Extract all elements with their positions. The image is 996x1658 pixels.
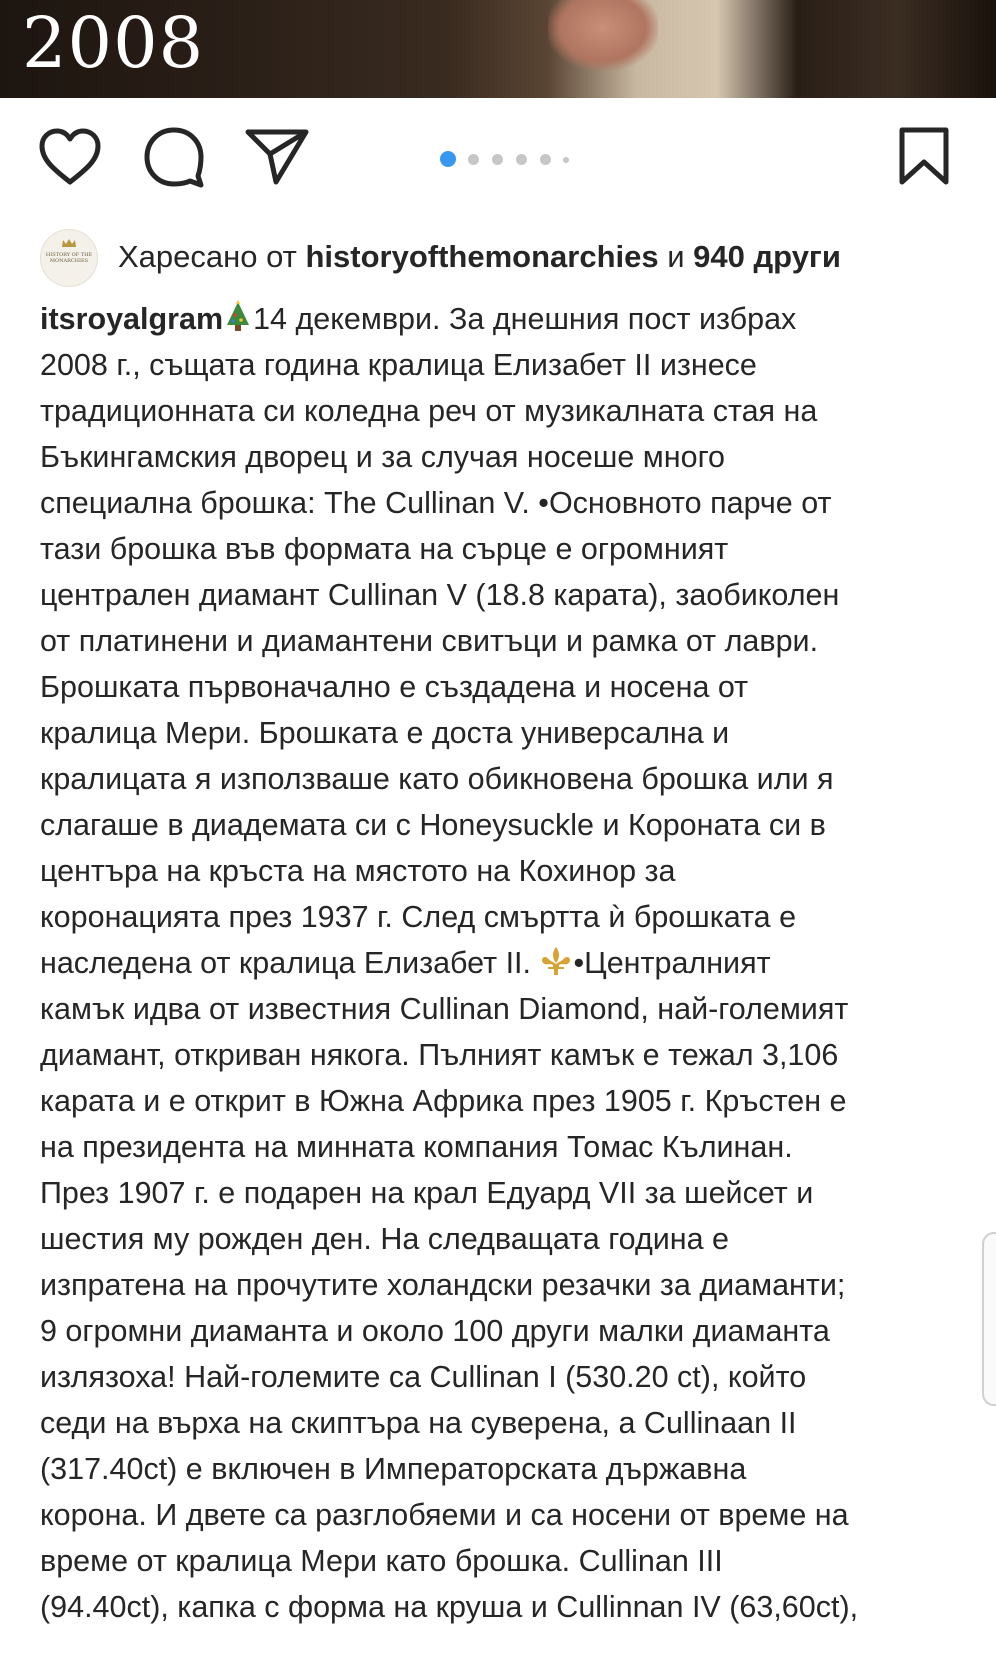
caption-line: кралица Мери. Брошката е доста универсална и: [40, 716, 730, 750]
caption-line: време от кралица Мери като брошка. Cullinan III: [40, 1544, 723, 1578]
likes-count[interactable]: 940 други: [693, 239, 841, 274]
likes-row: [40, 229, 990, 289]
carousel-dot[interactable]: [468, 154, 479, 165]
likes-prefix: Харесано от: [118, 239, 306, 274]
post-image-year-text: 2008: [22, 2, 205, 84]
liker-avatar[interactable]: [40, 229, 98, 287]
post-image[interactable]: [0, 0, 996, 98]
caption-line: излязоха! Най-големите са Cullinan I (530.20 ct), който: [40, 1360, 807, 1394]
heart-icon[interactable]: [38, 128, 102, 186]
caption-line: камък идва от известния Cullinan Diamond, най-големият: [40, 992, 849, 1026]
caption-line: (94.40ct), капка с форма на круша и Cullinnan IV (63,60ct),: [40, 1590, 859, 1624]
caption-line: През 1907 г. е подарен на крал Едуард VII за шейсет и: [40, 1176, 814, 1210]
caption-text: наследена от кралица Елизабет II.: [40, 946, 540, 980]
liker-username[interactable]: historyofthemonarchies: [305, 239, 659, 274]
caption-line: диамант, откриван някога. Пълният камък е тежал 3,106: [40, 1038, 839, 1072]
carousel-dot[interactable]: [563, 157, 569, 163]
carousel-dot[interactable]: [540, 154, 551, 165]
caption-line: традиционната си коледна реч от музикалната стая на: [40, 394, 818, 428]
caption-line: тази брошка във формата на сърце е огромният: [40, 532, 729, 566]
post-caption: [40, 296, 960, 1630]
caption-text: •Централният: [573, 946, 771, 980]
bookmark-icon[interactable]: [896, 126, 952, 186]
caption-line: слагаше в диадемата си с Honeysuckle и Короната си в: [40, 808, 826, 842]
caption-line: карата и е открит в Южна Африка през 1905 г. Кръстен е: [40, 1084, 847, 1118]
caption-line: на президента на минната компания Томас Кълинан.: [40, 1130, 793, 1164]
caption-line: кралицата я използваше като обикновена брошка или я: [40, 762, 834, 796]
caption-line: [40, 940, 960, 986]
christmas-tree-icon: [223, 299, 253, 333]
caption-line: 9 огромни диаманта и около 100 други малки диаманта: [40, 1314, 830, 1348]
liker-avatar-text: HISTORY OF THE MONARCHIES: [45, 252, 93, 264]
caption-line: централен диамант Cullinan V (18.8 карата), заобиколен: [40, 578, 840, 612]
caption-line: корона. И двете са разглобяеми и са носени от време на: [40, 1498, 849, 1532]
fleur-de-lis-icon: [539, 945, 573, 977]
crown-icon: [61, 238, 77, 248]
caption-line: коронацията през 1937 г. След смъртта ѝ брошката е: [40, 900, 797, 934]
hand-detail: [548, 0, 658, 70]
caption-line: изпратена на прочутите холандски резачки за диаманти;: [40, 1268, 846, 1302]
caption-line: специална брошка: The Cullinan V. •Основното парче от: [40, 486, 832, 520]
share-icon[interactable]: [244, 128, 310, 186]
carousel-dot[interactable]: [516, 154, 527, 165]
likes-middle: и: [658, 239, 694, 274]
caption-username[interactable]: itsroyalgram: [40, 302, 224, 336]
scroll-handle[interactable]: [982, 1232, 996, 1406]
caption-line: 2008 г., същата година кралица Елизабет II изнесе: [40, 348, 757, 382]
caption-line: (317.40ct) е включен в Императорската държавна: [40, 1452, 747, 1486]
comment-icon[interactable]: [142, 126, 206, 188]
caption-line: от платинени и диамантени свитъци и рамка от лаври.: [40, 624, 819, 658]
caption-line: Бъкингамския дворец и за случая носеше много: [40, 440, 725, 474]
carousel-dot[interactable]: [492, 154, 503, 165]
caption-line: [40, 296, 960, 342]
likes-text: [118, 235, 841, 279]
carousel-dot[interactable]: [440, 151, 456, 167]
caption-line: шестия му рожден ден. На следващата година е: [40, 1222, 730, 1256]
caption-text: 14 декември. За днешния пост избрах: [253, 302, 797, 336]
caption-line: Брошката първоначално е създадена и носена от: [40, 670, 749, 704]
caption-line: седи на върха на скиптъра на суверена, а Cullinaan II: [40, 1406, 797, 1440]
caption-line: центъра на кръста на мястото на Кохинор за: [40, 854, 676, 888]
